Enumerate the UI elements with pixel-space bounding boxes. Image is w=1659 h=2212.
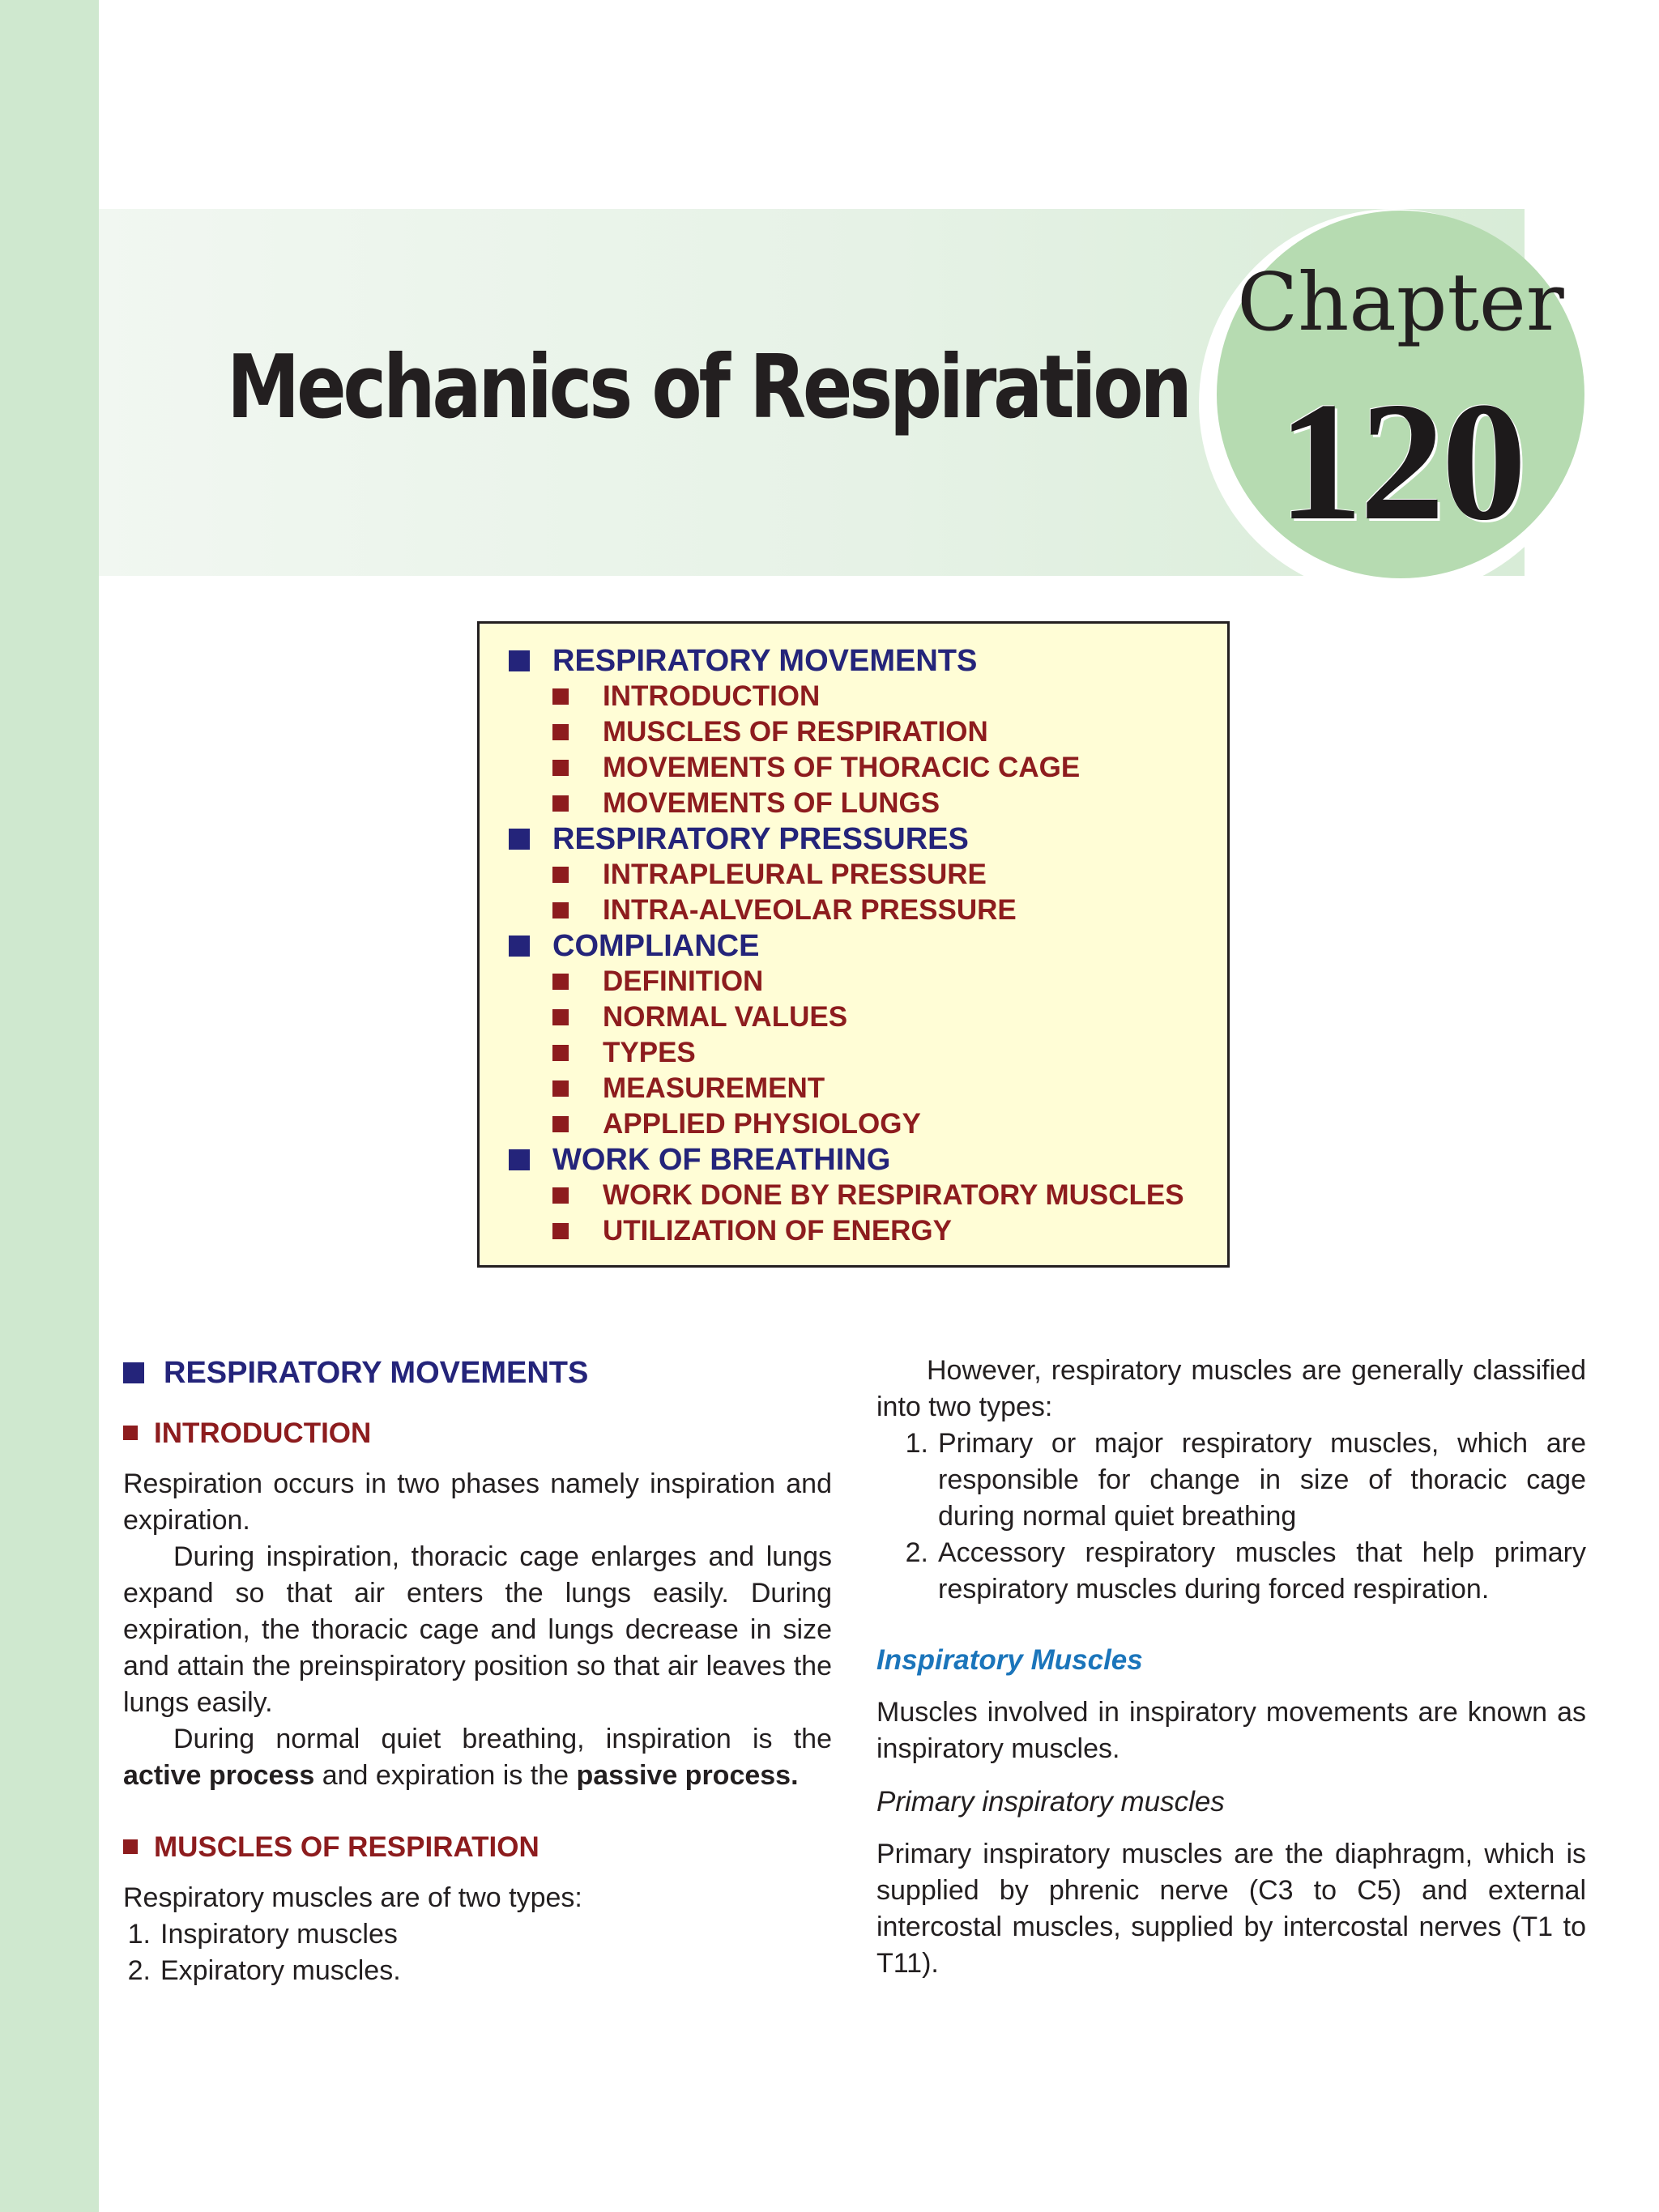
toc-item-text: DEFINITION	[603, 965, 764, 997]
subsection-heading-text: INTRODUCTION	[154, 1417, 372, 1449]
toc-heading	[509, 643, 1227, 679]
square-bullet-icon	[552, 1080, 569, 1097]
toc-heading	[509, 821, 1227, 857]
list-number: 2.	[127, 1955, 151, 1986]
table-of-contents	[477, 621, 1230, 1268]
left-column	[123, 1353, 832, 1989]
toc-item	[509, 679, 1227, 714]
square-bullet-icon	[552, 795, 569, 812]
section-heading-text: RESPIRATORY MOVEMENTS	[164, 1355, 589, 1390]
square-bullet-icon	[509, 936, 530, 957]
toc-heading-text: COMPLIANCE	[552, 928, 760, 963]
toc-item	[509, 999, 1227, 1035]
square-bullet-icon	[552, 1223, 569, 1239]
toc-item-text: APPLIED PHYSIOLOGY	[603, 1108, 921, 1140]
toc-item	[509, 1213, 1227, 1249]
subsection-heading-text: MUSCLES OF RESPIRATION	[154, 1831, 539, 1863]
toc-heading	[509, 1142, 1227, 1178]
spacer	[876, 1767, 1586, 1784]
chapter-number: 120	[1277, 368, 1524, 556]
toc-section	[509, 643, 1227, 821]
square-bullet-icon	[552, 1116, 569, 1132]
square-bullet-icon	[552, 1045, 569, 1061]
toc-item	[509, 1178, 1227, 1213]
toc-item	[509, 714, 1227, 750]
toc-item-text: MEASUREMENT	[603, 1072, 825, 1104]
toc-item-text: INTRAPLEURAL PRESSURE	[603, 859, 987, 890]
paragraph: Respiratory muscles are of two types:	[123, 1882, 582, 1913]
subsection-heading	[123, 1414, 832, 1451]
chapter-label: Chapter	[1237, 257, 1564, 349]
toc-item-text: UTILIZATION OF ENERGY	[603, 1215, 953, 1247]
list-item-text: Expiratory muscles.	[160, 1955, 401, 1986]
toc-item	[509, 786, 1227, 821]
list-item-text: Accessory respiratory muscles that help primary respiratory muscles during forced respiration.	[938, 1537, 1586, 1605]
toc-heading-text: WORK OF BREATHING	[552, 1142, 891, 1177]
paragraph	[123, 1721, 832, 1794]
square-bullet-icon	[552, 902, 569, 918]
toc-heading-text: RESPIRATORY MOVEMENTS	[552, 643, 978, 678]
toc-item-text: TYPES	[603, 1037, 696, 1068]
paragraph: Muscles involved in inspiratory movements are known as inspiratory muscles.	[876, 1697, 1586, 1764]
paragraph: Primary inspiratory muscles are the diaphragm, which is supplied by phrenic nerve (C3 to C5) and external intercostal muscles, supplied by intercostal nerves (T1 to T11).	[876, 1839, 1586, 1979]
numbered-list	[123, 1916, 832, 1989]
toc-section	[509, 821, 1227, 928]
side-color-strip	[0, 0, 99, 2212]
square-bullet-icon	[509, 829, 530, 850]
square-bullet-icon	[552, 724, 569, 740]
bold-term: passive process.	[576, 1760, 799, 1791]
square-bullet-icon	[552, 1009, 569, 1025]
toc-item-text: MOVEMENTS OF THORACIC CAGE	[603, 752, 1081, 783]
toc-heading-text: RESPIRATORY PRESSURES	[552, 821, 969, 856]
toc-item-text: MOVEMENTS OF LUNGS	[603, 787, 940, 819]
paragraph: Respiration occurs in two phases namely inspiration and expiration.	[123, 1468, 832, 1536]
paragraph: However, respiratory muscles are generally classified into two types:	[876, 1355, 1586, 1422]
list-item-text: Inspiratory muscles	[160, 1919, 398, 1950]
spacer	[123, 1794, 832, 1828]
paragraph-text: and expiration is the	[314, 1760, 577, 1791]
list-item	[123, 1916, 832, 1953]
list-item-text: Primary or major respiratory muscles, which are responsible for change in size of thoracic cage during normal quiet breathing	[938, 1428, 1586, 1532]
toc-section	[509, 1142, 1227, 1249]
toc-section	[509, 928, 1227, 1142]
toc-item	[509, 1035, 1227, 1071]
toc-item-text: INTRA-ALVEOLAR PRESSURE	[603, 894, 1017, 926]
square-bullet-icon	[123, 1362, 144, 1383]
square-bullet-icon	[123, 1426, 138, 1440]
spacer	[876, 1608, 1586, 1642]
square-bullet-icon	[552, 688, 569, 705]
toc-heading	[509, 928, 1227, 964]
bold-term: active process	[123, 1760, 315, 1791]
square-bullet-icon	[123, 1839, 138, 1854]
numbered-list	[876, 1426, 1586, 1608]
subsection-heading: Inspiratory Muscles	[876, 1644, 1143, 1676]
list-number: 1.	[127, 1919, 151, 1950]
toc-item-text: INTRODUCTION	[603, 680, 821, 712]
toc-item	[509, 857, 1227, 893]
toc-item-text: MUSCLES OF RESPIRATION	[603, 716, 988, 748]
square-bullet-icon	[509, 650, 530, 671]
square-bullet-icon	[552, 974, 569, 990]
chapter-title: Mechanics of Respiration	[227, 337, 1189, 438]
toc-item-text: NORMAL VALUES	[603, 1001, 848, 1033]
square-bullet-icon	[552, 1187, 569, 1204]
subsection-heading	[123, 1828, 832, 1865]
list-number: 2.	[905, 1537, 928, 1568]
list-number: 1.	[905, 1428, 928, 1459]
toc-item-text: WORK DONE BY RESPIRATORY MUSCLES	[603, 1179, 1184, 1211]
square-bullet-icon	[552, 760, 569, 776]
toc-item	[509, 893, 1227, 928]
list-item	[876, 1535, 1586, 1608]
toc-item	[509, 1071, 1227, 1106]
square-bullet-icon	[509, 1149, 530, 1170]
paragraph-text: During normal quiet breathing, inspiration is the	[173, 1724, 832, 1754]
minor-heading: Primary inspiratory muscles	[876, 1786, 1225, 1818]
list-item	[123, 1953, 832, 1989]
list-item	[876, 1426, 1586, 1535]
toc-item	[509, 964, 1227, 999]
toc-item	[509, 750, 1227, 786]
toc-item	[509, 1106, 1227, 1142]
paragraph: During inspiration, thoracic cage enlarges and lungs expand so that air enters the lungs easily. During expiration, the thoracic cage and lungs decrease in size and attain the preinspiratory position so that air leaves the lungs easily.	[123, 1541, 832, 1718]
square-bullet-icon	[552, 867, 569, 883]
right-column	[876, 1353, 1586, 1982]
section-heading	[123, 1353, 832, 1393]
